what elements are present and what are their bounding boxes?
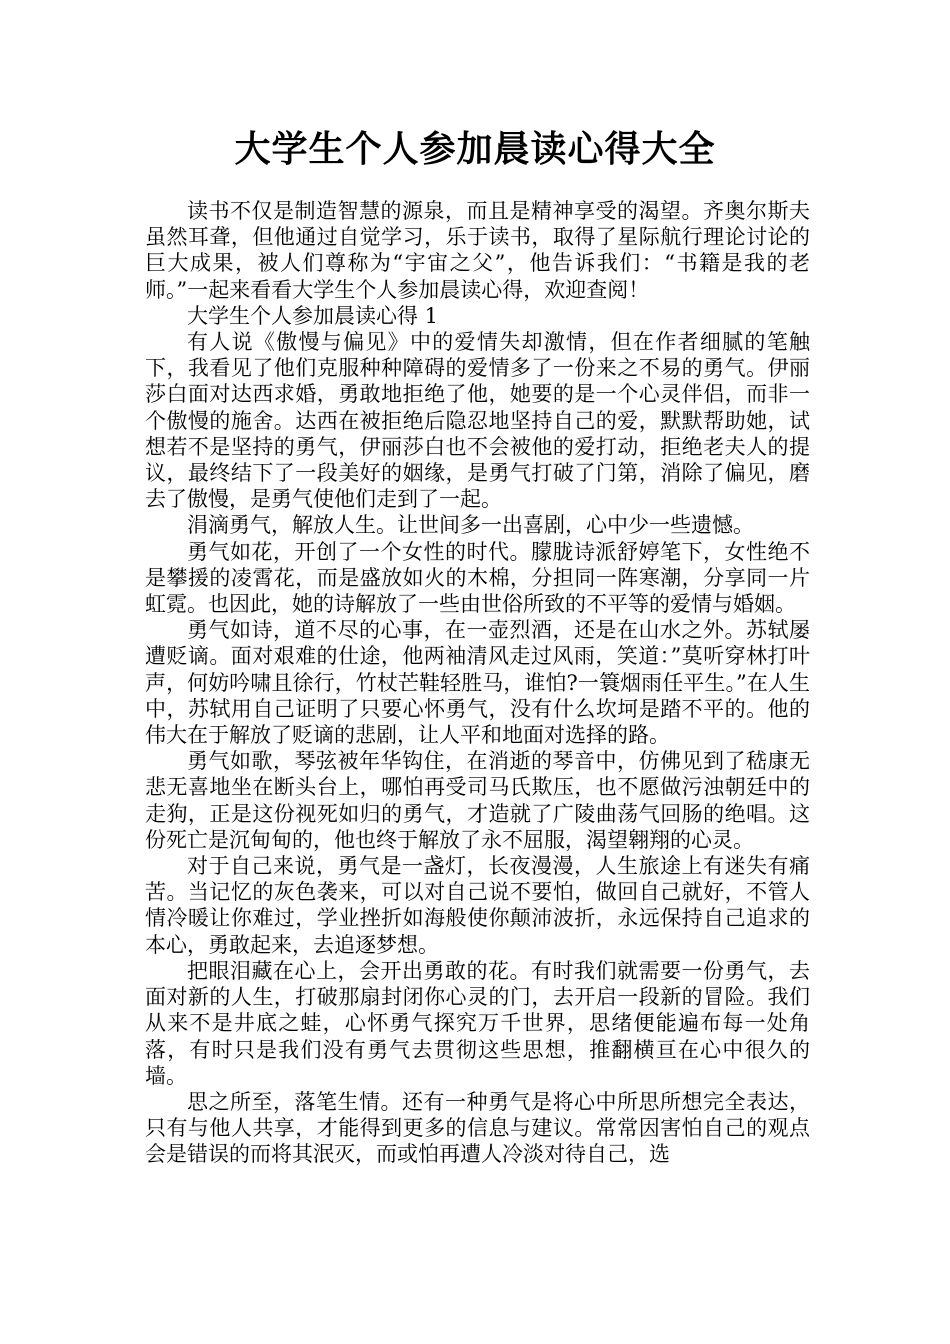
paragraph: 思之所至，落笔生情。还有一种勇气是将心中所思所想完全表达，只有与他人共享，才能得到更多的信息与建议。常常因害怕自己的观点会是错误的而将其泯灭，而或怕再遭人冷淡对待自己，选: [145, 1089, 810, 1167]
paragraph: 勇气如歌，琴弦被年华钩住，在消逝的琴音中，仿佛见到了嵇康无悲无喜地坐在断头台上，哪怕再受司马氏欺压，也不愿做污浊朝廷中的走狗，正是这份视死如归的勇气，才造就了广陵曲荡气回肠的绝唱。这份死亡是沉甸甸的，他也终于解放了永不屈服，渴望翱翔的心灵。: [145, 749, 810, 852]
paragraph: 对于自己来说，勇气是一盏灯，长夜漫漫，人生旅途上有迷失有痛苦。当记忆的灰色袭来，可以对自己说不要怕，做回自己就好，不管人情冷暖让你难过，学业挫折如海般使你颠沛波折，永远保持自己追求的本心，勇敢起来，去追逐梦想。: [145, 854, 810, 957]
paragraph: 勇气如花，开创了一个女性的时代。朦胧诗派舒婷笔下，女性绝不是攀援的凌霄花，而是盛放如火的木棉，分担同一阵寒潮，分享同一片虹霓。也因此，她的诗解放了一些由世俗所致的不平等的爱情与婚姻。: [145, 539, 810, 617]
section-heading: 大学生个人参加晨读心得 1: [187, 303, 439, 328]
document-title: 大学生个人参加晨读心得大全: [234, 129, 716, 170]
paragraph-intro: 读书不仅是制造智慧的源泉，而且是精神享受的渴望。齐奥尔斯夫虽然耳聋，但他通过自觉学习，乐于读书，取得了星际航行理论讨论的巨大成果，被人们尊称为“宇宙之父”，他告诉我们：“书籍是我的老师。”一起来看看大学生个人参加晨读心得，欢迎查阅！: [145, 199, 810, 302]
paragraph: 把眼泪藏在心上，会开出勇敢的花。有时我们就需要一份勇气，去面对新的人生，打破那扇封闭你心灵的门，去开启一段新的冒险。我们从来不是井底之蛙，心怀勇气探究万千世界，思绪便能遍布每一处角落，有时只是我们没有勇气去贯彻这些思想，推翻横亘在心中很久的墙。: [145, 958, 810, 1088]
paragraph: 涓滴勇气，解放人生。让世间多一出喜剧，心中少一些遗憾。: [187, 513, 754, 538]
paragraph: 勇气如诗，道不尽的心事，在一壶烈酒，还是在山水之外。苏轼屡遭贬谪。面对艰难的仕途，他两袖清风走过风雨，笑道：”莫听穿林打叶声，何妨吟啸且徐行，竹杖芒鞋轻胜马，谁怕?一簑烟雨任平生。”在人生中，苏轼用自己证明了只要心怀勇气，没有什么坎坷是踏不平的。他的伟大在于解放了贬谪的悲剧，让人平和地面对选择的路。: [145, 618, 810, 748]
paragraph: 有人说《傲慢与偏见》中的爱情失却激情，但在作者细腻的笔触下，我看见了他们克服种种障碍的爱情多了一份来之不易的勇气。伊丽莎白面对达西求婚，勇敢地拒绝了他，她要的是一个心灵伴侣，而非一个傲慢的施舍。达西在被拒绝后隐忍地坚持自己的爱，默默帮助她，试想若不是坚持的勇气，伊丽莎白也不会被他的爱打动，拒绝老夫人的提议，最终结下了一段美好的姻缘，是勇气打破了门第，消除了偏见，磨去了傲慢，是勇气使他们走到了一起。: [145, 330, 810, 512]
document-body: [145, 198, 810, 1168]
